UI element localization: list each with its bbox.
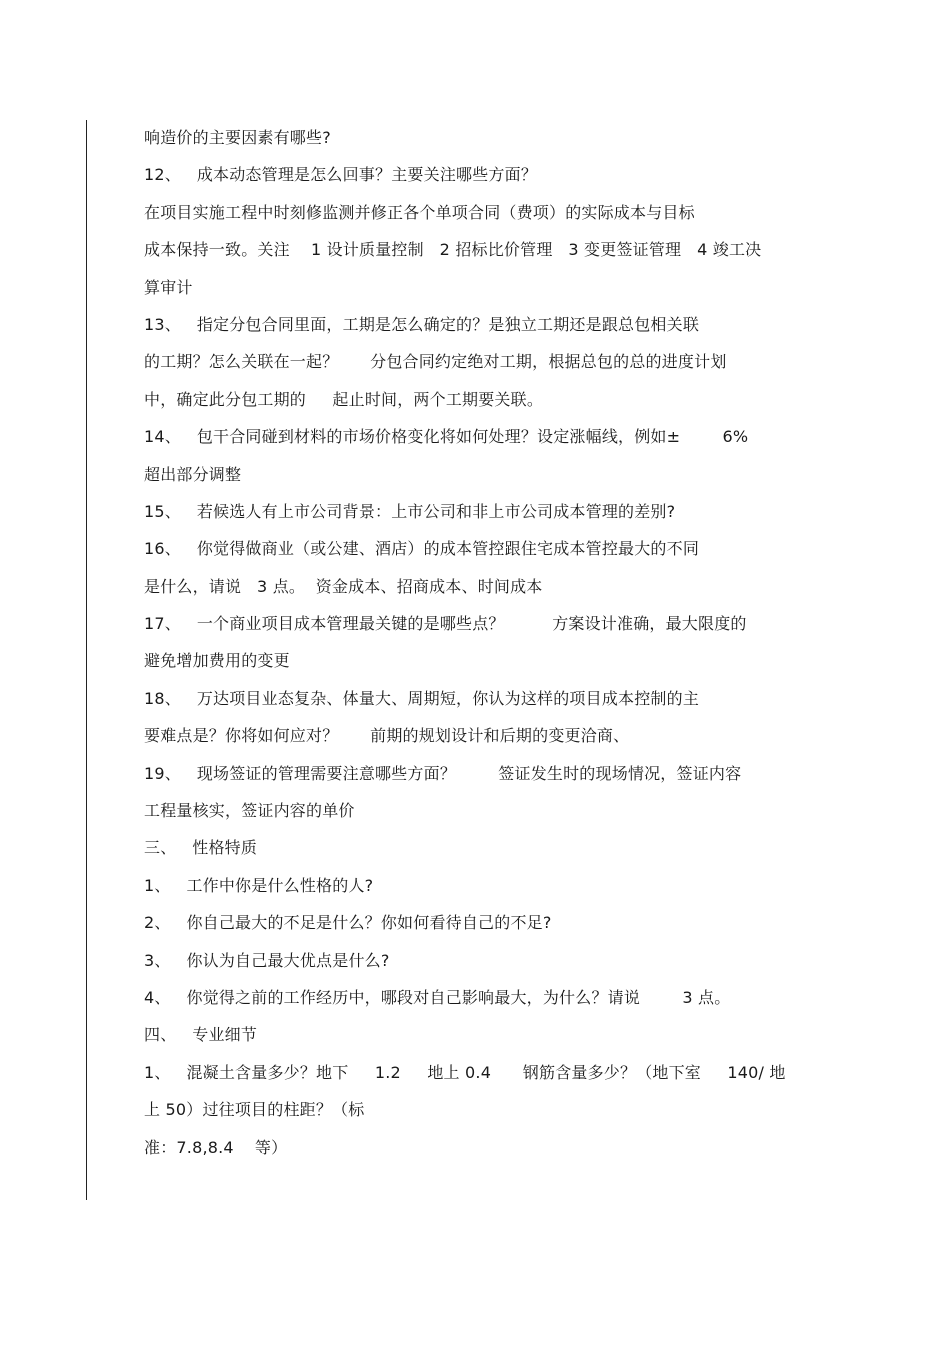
- question-13-line: 13、 指定分包合同里面，工期是怎么确定的？是独立工期还是跟总包相关联: [144, 314, 700, 334]
- personality-question-1: 1、 工作中你是什么性格的人?: [144, 875, 374, 895]
- question-16-line: 16、 你觉得做商业（或公建、酒店）的成本管控跟住宅成本管控最大的不同: [144, 539, 700, 559]
- section-heading-3: 三、 性格特质: [144, 838, 258, 858]
- question-17-line: 17、 一个商业项目成本管理最关键的是哪些点？ 方案设计准确，最大限度的: [144, 614, 747, 634]
- left-margin-rule: [86, 120, 87, 1200]
- text-line: 超出部分调整: [144, 464, 242, 484]
- personality-question-2: 2、 你自己最大的不足是什么？你如何看待自己的不足?: [144, 913, 552, 933]
- text-line: 准：7.8,8.4 等）: [144, 1137, 288, 1157]
- question-12-line: 12、 成本动态管理是怎么回事？主要关注哪些方面？: [144, 165, 538, 185]
- question-15-line: 15、 若候选人有上市公司背景：上市公司和非上市公司成本管理的差别?: [144, 501, 676, 521]
- text-line: 是什么，请说 3 点。 资金成本、招商成本、时间成本: [144, 576, 543, 596]
- text-line: 算审计: [144, 277, 193, 297]
- detail-question-1: 1、 混凝土含量多少？地下 1.2 地上 0.4 钢筋含量多少？（地下室 140/ 地: [144, 1062, 786, 1082]
- document-body: [144, 119, 824, 1166]
- text-line: 避免增加费用的变更: [144, 651, 290, 671]
- section-heading-4: 四、 专业细节: [144, 1025, 258, 1045]
- text-line: 要难点是？你将如何应对？ 前期的规划设计和后期的变更洽商、: [144, 726, 630, 746]
- text-line: 中，确定此分包工期的 起止时间，两个工期要关联。: [144, 389, 544, 409]
- text-line: 成本保持一致。关注 1 设计质量控制 2 招标比价管理 3 变更签证管理 4 竣工决: [144, 240, 762, 260]
- question-18-line: 18、 万达项目业态复杂、体量大、周期短，你认为这样的项目成本控制的主: [144, 688, 700, 708]
- text-line: 在项目实施工程中时刻修监测并修正各个单项合同（费项）的实际成本与目标: [144, 202, 695, 222]
- question-14-line: 14、 包干合同碰到材料的市场价格变化将如何处理？设定涨幅线，例如± 6%: [144, 427, 749, 447]
- personality-question-4: 4、 你觉得之前的工作经历中，哪段对自己影响最大，为什么？请说 3 点。: [144, 987, 731, 1007]
- text-line: 的工期？怎么关联在一起？ 分包合同约定绝对工期，根据总包的总的进度计划: [144, 352, 727, 372]
- text-line: 工程量核实，签证内容的单价: [144, 801, 355, 821]
- question-19-line: 19、 现场签证的管理需要注意哪些方面？ 签证发生时的现场情况，签证内容: [144, 763, 742, 783]
- text-line: 响造价的主要因素有哪些?: [144, 128, 331, 147]
- text-line: 上 50）过往项目的柱距？（标: [144, 1100, 365, 1120]
- personality-question-3: 3、 你认为自己最大优点是什么?: [144, 950, 390, 970]
